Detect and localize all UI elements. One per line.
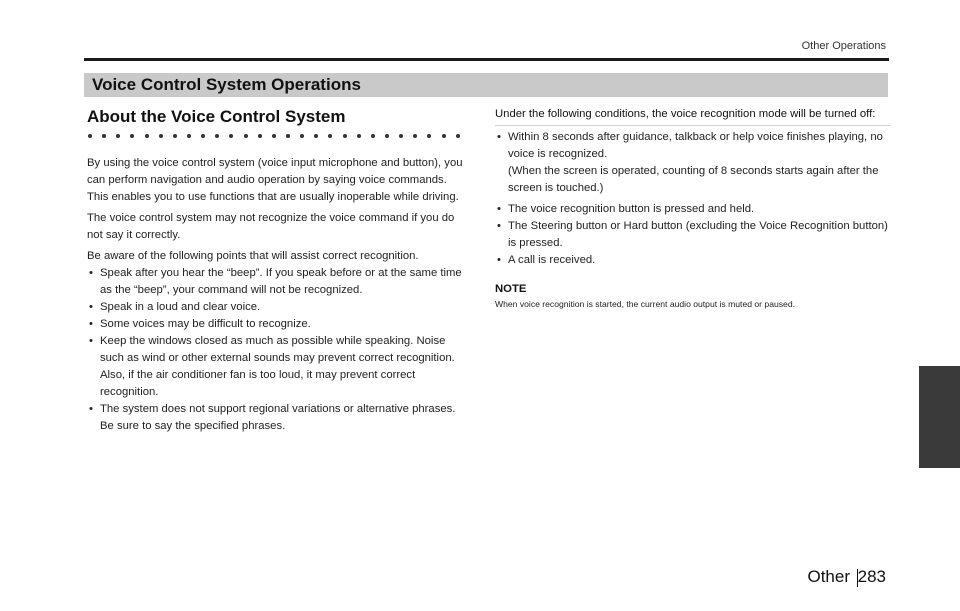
- footer-section-label: Other: [807, 567, 850, 586]
- bullet-mark: •: [497, 254, 501, 266]
- list-item: [495, 252, 890, 269]
- divider-dot: [385, 134, 389, 138]
- section-title: Voice Control System Operations: [92, 75, 361, 94]
- bullet-mark: •: [89, 318, 93, 330]
- list-item: [495, 218, 890, 252]
- list-item-text: The voice recognition button is pressed and held.: [508, 203, 755, 215]
- subsection-heading: About the Voice Control System: [87, 107, 346, 126]
- list-item-text: A call is received.: [508, 254, 596, 266]
- header-rule: [84, 58, 889, 61]
- divider-dot: [343, 134, 347, 138]
- bullet-mark: •: [497, 203, 501, 215]
- divider-dot: [286, 134, 290, 138]
- list-item: [87, 265, 469, 299]
- bullet-mark: •: [89, 267, 93, 279]
- bullet-mark: •: [89, 403, 93, 415]
- divider-dot: [371, 134, 375, 138]
- list-item: [87, 401, 469, 435]
- list-item-text: Keep the windows closed as much as possible while speaking. Noise such as wind or other external sounds may prevent correct recognition. Also, if the air conditioner fan is too loud, it may prevent correct recognition.: [100, 335, 455, 398]
- bullet-mark: •: [89, 335, 93, 347]
- list-item-text: Speak in a loud and clear voice.: [100, 301, 261, 313]
- divider-dot: [442, 134, 446, 138]
- bullet-mark: •: [89, 301, 93, 313]
- page-number: 283: [857, 567, 886, 586]
- list-item: [87, 299, 469, 316]
- divider-dot: [88, 134, 92, 138]
- chapter-thumb-tab: [919, 366, 960, 468]
- list-item-text: Speak after you hear the “beep”. If you speak before or at the same time as the “beep”, your command will not be recognized.: [100, 267, 462, 296]
- list-item: [495, 201, 890, 218]
- right-column: [495, 106, 890, 310]
- running-header: Other Operations: [801, 40, 886, 52]
- divider-dot: [272, 134, 276, 138]
- divider-dot: [145, 134, 149, 138]
- left-column: [87, 106, 469, 435]
- conditions-intro: Under the following conditions, the voice recognition mode will be turned off:: [495, 106, 890, 126]
- divider-dot: [244, 134, 248, 138]
- list-item-subnote: (When the screen is operated, counting of 8 seconds starts again after the screen is touched.): [508, 165, 879, 194]
- paragraph: Be aware of the following points that will assist correct recognition.: [87, 250, 419, 262]
- list-item-text: The Steering button or Hard button (excluding the Voice Recognition button) is pressed.: [508, 220, 888, 249]
- divider-dot: [159, 134, 163, 138]
- note-text: When voice recognition is started, the current audio output is muted or paused.: [495, 299, 795, 309]
- recognition-tips-list: [87, 265, 469, 435]
- bullet-mark: •: [497, 220, 501, 232]
- list-item-text: Within 8 seconds after guidance, talkback or help voice finishes playing, no voice is recognized.: [508, 131, 883, 160]
- paragraph: The voice control system may not recognize the voice command if you do not say it correctly.: [87, 212, 455, 241]
- divider-dot: [187, 134, 191, 138]
- list-item-text: The system does not support regional variations or alternative phrases. Be sure to say the specified phrases.: [100, 403, 456, 432]
- divider-dot: [173, 134, 177, 138]
- divider-dot: [258, 134, 262, 138]
- paragraph: By using the voice control system (voice input microphone and button), you can perform navigation and audio operation by saying voice commands. This enables you to use functions that are usually inoperable while driving.: [87, 157, 463, 203]
- divider-dot: [456, 134, 460, 138]
- list-item: [87, 333, 469, 401]
- divider-dot: [357, 134, 361, 138]
- note-label: NOTE: [495, 283, 527, 295]
- conditions-list: [495, 129, 890, 269]
- list-item: [495, 129, 890, 197]
- list-item-text: Some voices may be difficult to recognize.: [100, 318, 311, 330]
- list-item: [87, 316, 469, 333]
- bullet-mark: •: [497, 131, 501, 143]
